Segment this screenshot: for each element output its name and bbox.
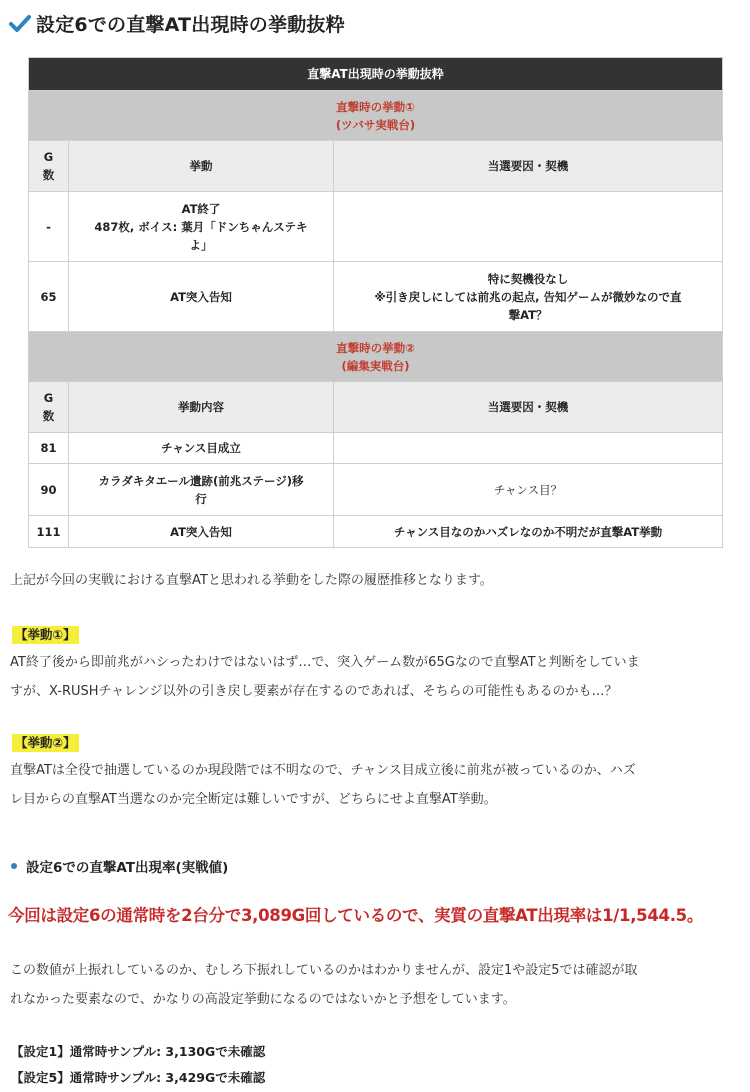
- col-header-g: G数: [29, 382, 69, 433]
- table-row: [29, 433, 723, 464]
- cell-reason: [334, 433, 723, 464]
- note-1-body: AT終了後から即前兆がハシったわけではないはず…で、突入ゲーム数が65Gなので直撃ATと判断をしていま すが、X-RUSHチャレンジ以外の引き戻し要素が存在するのであれば、そちらの可能性もあるのかも…？: [10, 655, 640, 699]
- cell-reason: 特に契機役なし ※引き戻しにしては前兆の起点, 告知ゲームが微妙なので直 撃AT？: [334, 262, 723, 332]
- cell-g: 111: [29, 516, 69, 548]
- sample-setting-5: 【設定5】通常時サンプル: 3,429Gで未確認: [11, 1070, 266, 1085]
- col-header-action: 挙動: [69, 141, 334, 192]
- table-section-row: [29, 91, 723, 141]
- cell-action: カラダキタエール遺跡(前兆ステージ)移 行: [69, 464, 334, 516]
- at-history-table: [28, 57, 723, 548]
- cell-reason: チャンス目？: [334, 464, 723, 516]
- cell-reason: [334, 192, 723, 262]
- section-2-label: 直撃時の挙動② (編集実戦台): [29, 332, 723, 382]
- table-title: 直撃AT出現時の挙動抜粋: [29, 58, 723, 91]
- cell-g: 81: [29, 433, 69, 464]
- col-header-g: G数: [29, 141, 69, 192]
- bullet-dot-icon: [11, 863, 17, 869]
- table-section-row: [29, 332, 723, 382]
- table-row: [29, 192, 723, 262]
- table-row: [29, 464, 723, 516]
- cell-action: AT突入告知: [69, 262, 334, 332]
- col-header-action: 挙動内容: [69, 382, 334, 433]
- col-header-reason: 当選要因・契機: [334, 382, 723, 433]
- table-title-row: [29, 58, 723, 91]
- summary-text: 上記が今回の実戦における直撃ATと思われる挙動をした際の履歴推移となります。: [10, 573, 493, 588]
- note-2-label: 【挙動②】: [12, 734, 79, 752]
- note-1-label: 【挙動①】: [12, 626, 79, 644]
- section-heading-text: 設定6での直撃AT出現率(実戦値): [26, 860, 229, 876]
- cell-action: AT終了 487枚, ボイス: 葉月「ドンちゃんステキ よ」: [69, 192, 334, 262]
- table-header-row: [29, 141, 723, 192]
- highlight-result: 今回は設定6の通常時を2台分で3,089G回しているので、実質の直撃AT出現率は1/1,544.5。: [8, 906, 704, 925]
- cell-reason: チャンス目なのかハズレなのか不明だが直撃AT挙動: [334, 516, 723, 548]
- checkmark-icon: [8, 11, 32, 35]
- cell-action: AT突入告知: [69, 516, 334, 548]
- table-row: [29, 262, 723, 332]
- cell-g: 90: [29, 464, 69, 516]
- analysis-paragraph: この数値が上振れしているのか、むしろ下振れしているのかはわかりませんが、設定1や設定5では確認が取 れなかった要素なので、かなりの高設定挙動になるのではないかと予想をしています。: [10, 963, 638, 1007]
- col-header-reason: 当選要因・契機: [334, 141, 723, 192]
- cell-g: 65: [29, 262, 69, 332]
- cell-action: チャンス目成立: [69, 433, 334, 464]
- section-heading: [10, 856, 228, 876]
- sample-setting-1: 【設定1】通常時サンプル: 3,130Gで未確認: [11, 1044, 266, 1059]
- cell-g: -: [29, 192, 69, 262]
- table-header-row: [29, 382, 723, 433]
- page-heading: [8, 6, 345, 40]
- table-row: [29, 516, 723, 548]
- section-1-label: 直撃時の挙動① (ツバサ実戦台): [29, 91, 723, 141]
- note-2-body: 直撃ATは全役で抽選しているのか現段階では不明なので、チャンス目成立後に前兆が被っているのか、ハズ レ目からの直撃AT当選なのか完全断定は難しいですが、どちらにせよ直撃AT挙動。: [10, 763, 636, 807]
- page-heading-text: 設定6での直撃AT出現時の挙動抜粋: [36, 13, 345, 36]
